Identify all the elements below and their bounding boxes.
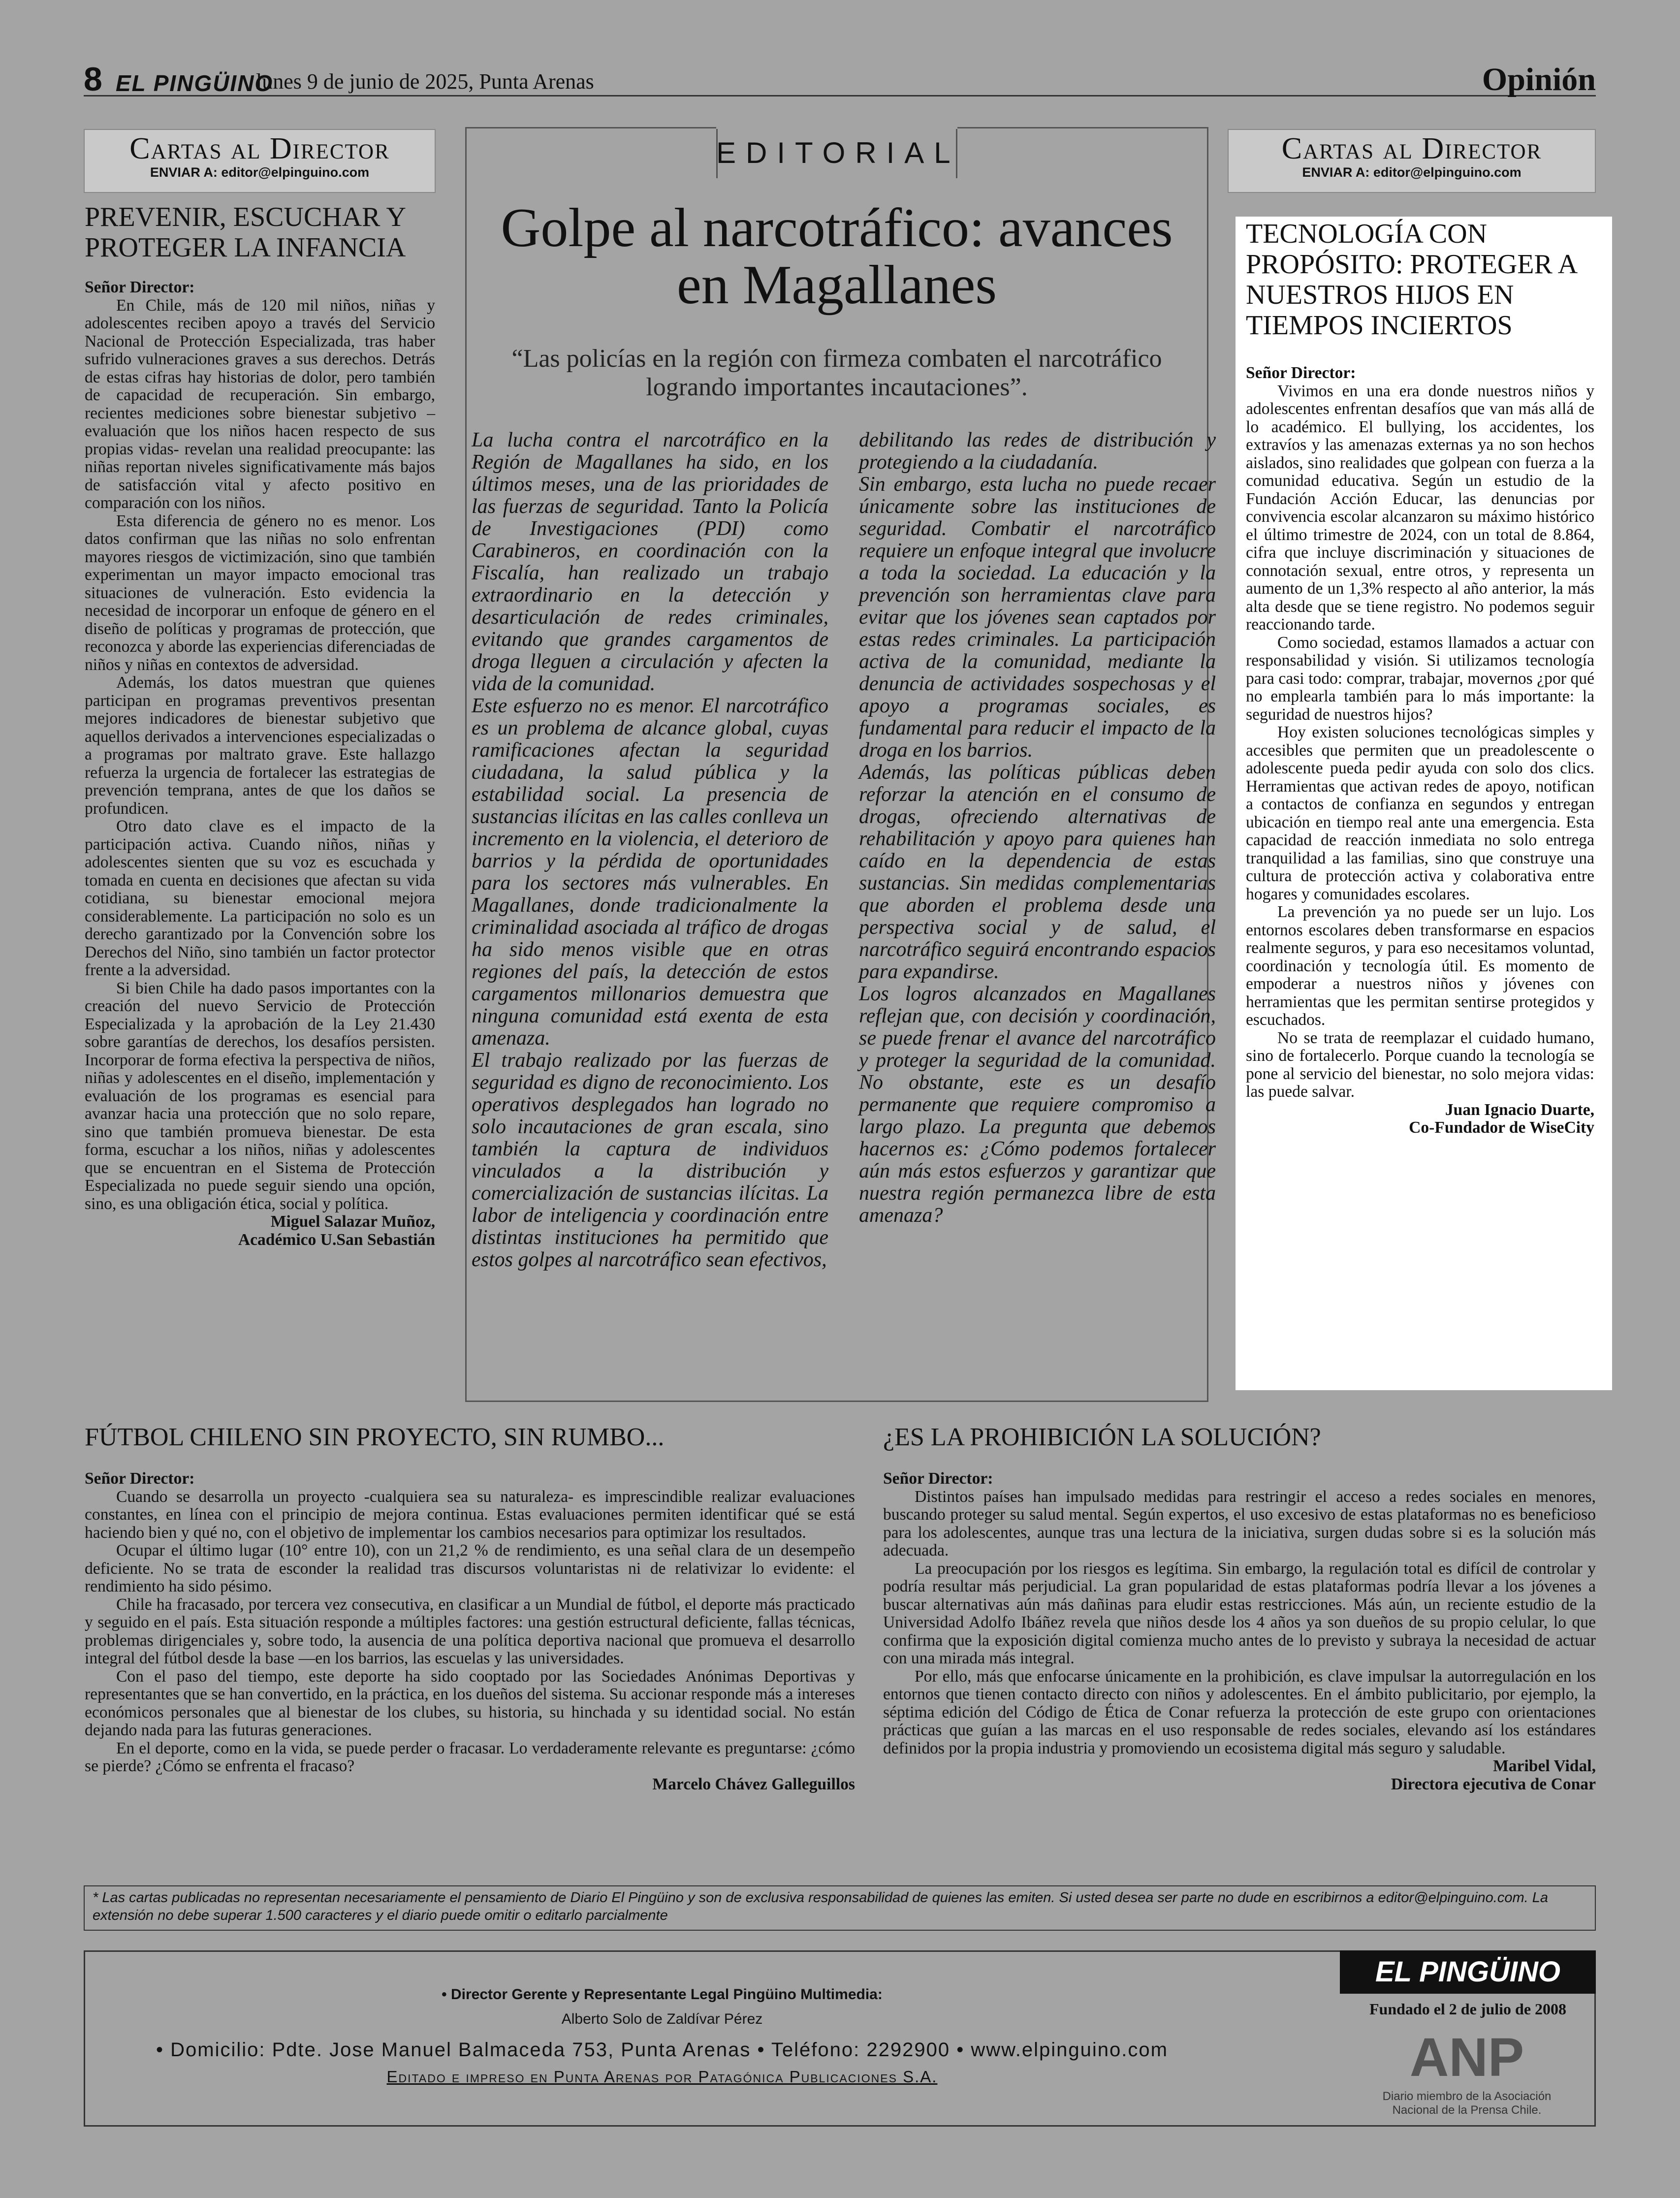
editorial-title: Golpe al narcotráfico: avances en Magallanes	[501, 197, 1173, 316]
editorial-subtitle: “Las policías en la región con firmeza combaten el narcotráfico logrando importantes incautaciones”.	[511, 345, 1162, 401]
editorial-paragraph: Sin embargo, esta lucha no puede recaer únicamente sobre las instituciones de seguridad. Combatir el narcotráfico requiere un enfoque integral que involucre a toda la sociedad. La educación y la prevención son herramientas clave para evitar que los jóvenes sean captados por estas redes criminales. La participación activa de la comunidad, mediante la denuncia de actividades sospechosas y el apoyo a programas sociales, es fundamental para reducir el impacto de la droga en los barrios.	[859, 473, 1216, 762]
cartas-header-right	[1228, 129, 1596, 193]
header-brand: EL PINGÜINO	[116, 70, 274, 96]
paragraph: En Chile, más de 120 mil niños, niñas y adolescentes reciben apoyo a través del Servicio Nacional de Protección Especializada, tras haber sufrido vulneraciones graves a sus derechos. Detrás de estas cifras hay historias de dolor, pero también de capacidad de recuperación. Sin embargo, recientes mediciones sobre bienestar subjetivo – evaluación que los niños hacen respecto de sus propias vidas- revelan una realidad preocupante: las niñas reportan niveles significativamente más bajos de satisfacción vital y afecto positivo en comparación con los niños.	[85, 296, 435, 512]
paragraph: En el deporte, como en la vida, se puede perder o fracasar. Lo verdaderamente relevante es preguntarse: ¿cómo se pierde? ¿Cómo se enfrenta el fracaso?	[85, 1739, 855, 1775]
paragraph: Con el paso del tiempo, este deporte ha sido cooptado por las Sociedades Anónimas Deportivas y representantes que se han convertido, en la práctica, en los dueños del sistema. Su accionar responde más a intereses económicos personales que al bienestar de los clubes, su historia, su hinchada y su identidad social. No están dejando nada para las futuras generaciones.	[85, 1667, 855, 1739]
anp-logo: ANP	[1409, 2027, 1524, 2088]
paragraph: La preocupación por los riesgos es legítima. Sin embargo, la regulación total es difícil de controlar y podría resultar más perjudicial. La gran popularidad de estas plataformas podría llevar a los jóvenes a buscar alternativas aún más dañinas para eludir estas restricciones. Más aún, un reciente estudio de la Universidad Adolfo Ibáñez revela que niños desde los 4 años ya son dueños de su propio celular, lo que confirma que la exposición digital comienza mucho antes de lo previsto y subraya la necesidad de actuar con una mirada más integral.	[883, 1559, 1596, 1667]
signature-name: Juan Ignacio Duarte,	[1445, 1100, 1594, 1119]
editorial-paragraph: Además, las políticas públicas deben reforzar la atención en el consumo de drogas, ofreciendo alternativas de rehabilitación y apoyo para quienes han caído en la dependencia de estas sustancias. Sin medidas complementarias que aborden el problema desde una perspectiva social y de salud, el narcotráfico seguirá encontrando espacios para expandirse.	[859, 761, 1216, 983]
footer-printed-by: Editado e impreso en Punta Arenas por Patagónica Publicaciones S.A.	[386, 2068, 938, 2086]
header-date: lunes 9 de junio de 2025, Punta Arenas	[256, 69, 594, 94]
editorial-col-2	[859, 429, 1216, 1227]
disclaimer-text: * Las cartas publicadas no representan necesariamente el pensamiento de Diario El Pingüino y son de exclusiva responsabilidad de quienes las emiten. Si usted desea ser parte no dude en escribirnos a editor@elpinguino.com. La extensión no debe superar 1.500 caracteres y el diario puede omitir o editarlo parcialmente	[93, 1890, 1549, 1923]
anp-caption-line-2: Nacional de la Prensa Chile.	[1392, 2103, 1542, 2117]
paragraph: La prevención ya no puede ser un lujo. Los entornos escolares deben transformarse en espacios realmente seguros, y para eso necesitamos voluntad, coordinación y tecnología útil. Es momento de empoderar a nuestros niños y jóvenes con herramientas que les permitan sentirse protegidos y escuchados.	[1246, 903, 1594, 1029]
editorial-rule-right	[957, 127, 1208, 128]
cartas-email: ENVIAR A: editor@elpinguino.com	[1302, 165, 1522, 180]
signature-role: Directora ejecutiva de Conar	[1391, 1775, 1596, 1793]
salutation: Señor Director:	[1246, 364, 1356, 382]
paragraph: Chile ha fracasado, por tercera vez consecutiva, en clasificar a un Mundial de fútbol, el deporte más practicado y seguido en el país. Esta situación responde a múltiples factores: una gestión estructural deficiente, fallas técnicas, problemas dirigenciales y, sobre todo, la ausencia de una política deportiva nacional que promueva el desarrollo integral del fútbol desde la base —en los barrios, las escuelas y las universidades.	[85, 1595, 855, 1667]
paragraph: Por ello, más que enfocarse únicamente en la prohibición, es clave impulsar la autorregulación en los entornos que tienen contacto directo con niños y adolescentes. En el ámbito publicitario, por ejemplo, la séptima edición del Código de Ética de Conar refuerza la protección de este grupo con orientaciones prácticas que guían a las marcas en el uso responsable de redes sociales, elevando así los estándares definidos por la propia industria y promoviendo un ecosistema digital más seguro y saludable.	[883, 1667, 1596, 1757]
editorial-paragraph: El trabajo realizado por las fuerzas de seguridad es digno de reconocimiento. Los operativos desplegados han logrado no solo incautaciones de gran escala, sino también la captura de individuos vinculados a la distribución y comercialización de sustancias ilícitas. La labor de inteligencia y coordinación entre distintas instituciones ha permitido que estos golpes al narcotráfico sean efectivos,	[472, 1049, 828, 1271]
letter-title: FÚTBOL CHILENO SIN PROYECTO, SIN RUMBO...	[85, 1423, 665, 1451]
paragraph: Además, los datos muestran que quienes participan en programas preventivos presentan mejores indicadores de bienestar subjetivo que aquellos derivados a intervenciones especializadas o a programas por maltrato grave. Este hallazgo refuerza la urgencia de fortalecer las estrategias de prevención temprana, antes de que los daños se profundicen.	[85, 673, 435, 818]
paragraph: No se trata de reemplazar el cuidado humano, sino de fortalecerlo. Porque cuando la tecnología se pone al servicio del bienestar, no solo mejora vidas: las puede salvar.	[1246, 1028, 1594, 1101]
editorial-label: EDITORIAL	[716, 136, 960, 169]
paragraph: Vivimos en una era donde nuestros niños y adolescentes enfrentan desafíos que van más allá de lo académico. El bullying, los accidentes, los extravíos y las amenazas externas ya no son hechos aislados, sino realidades que golpean con fuerza a la comunidad educativa. Según un estudio de la Fundación Acción Educar, las denuncias por convivencia escolar alcanzaron su máximo histórico el último trimestre de 2024, con un total de 8.864, cifra que incluye discriminación y situaciones de connotación sexual, entre otros, y representa un aumento de un 1,3% respecto al año anterior, la más alta desde que se tiene registro. No podemos seguir reaccionando tarde.	[1246, 382, 1594, 634]
editorial-paragraph: Este esfuerzo no es menor. El narcotráfico es un problema de alcance global, cuyas ramificaciones afectan la seguridad ciudadana, la salud pública y la estabilidad social. La presencia de sustancias ilícitas en las calles conlleva un incremento en la violencia, el deterioro de barrios y la pérdida de oportunidades para los sectores más vulnerables. En Magallanes, donde tradicionalmente la criminalidad asociada al tráfico de drogas ha sido menos visible que en otras regiones del país, la detección de estos cargamentos millonarios demuestra que ninguna comunidad está exenta de esta amenaza.	[472, 695, 828, 1050]
cartas-header-left	[84, 129, 436, 193]
anp-caption	[1349, 2090, 1585, 2117]
page-number: 8	[84, 61, 102, 98]
signature-name: Marcelo Chávez Galleguillos	[652, 1775, 855, 1793]
signature-name: Miguel Salazar Muñoz,	[270, 1212, 435, 1231]
paragraph: Como sociedad, estamos llamados a actuar con responsabilidad y visión. Si utilizamos tecnología para casi todo: comprar, trabajar, movernos ¿por qué no emplearla también para lo más importante: la seguridad de nuestros hijos?	[1246, 633, 1594, 724]
footer-address: • Domicilio: Pdte. Jose Manuel Balmaceda 753, Punta Arenas • Teléfono: 2292900 • www.elpinguino.com	[156, 2039, 1168, 2061]
el-pinguino-logo: EL PINGÜINO	[1340, 1950, 1596, 1994]
letter-body-bottom-right	[883, 1470, 1596, 1793]
paragraph: Hoy existen soluciones tecnológicas simples y accesibles que permiten que un preadolescente o adolescente pueda pedir ayuda con solo dos clics. Herramientas que activan redes de apoyo, notifican a contactos de confianza en segundos y entregan ubicación en tiempo real ante una emergencia. Esta capacidad de reacción inmediata no solo entrega tranquilidad a las familias, sino que construye una cultura de protección activa y colaborativa entre hogares y comunidades escolares.	[1246, 723, 1594, 903]
footer-director-name: Alberto Solo de Zaldívar Pérez	[561, 2011, 763, 2027]
letter-body-left	[85, 279, 435, 1249]
editorial-col-1	[472, 429, 828, 1271]
disclaimer-box	[84, 1885, 1596, 1931]
editorial-paragraph: La lucha contra el narcotráfico en la Región de Magallanes ha sido, en los últimos meses, una de las prioridades de las fuerzas de seguridad. Tanto la Policía de Investigaciones (PDI) como Carabineros, en coordinación con la Fiscalía, han realizado un trabajo extraordinario en la detección y desarticulación de redes criminales, evitando que grandes cargamentos de droga lleguen a circulación y afecten la vida de la comunidad.	[472, 429, 828, 695]
letter-body-right	[1246, 364, 1594, 1137]
paragraph: Ocupar el último lugar (10° entre 10), con un 21,2 % de rendimiento, es una señal clara de un desempeño deficiente. No se trata de esconder la realidad tras discursos voluntaristas ni de relativizar lo evidente: el rendimiento ha sido pésimo.	[85, 1541, 855, 1595]
paragraph: Otro dato clave es el impacto de la participación activa. Cuando niños, niñas y adolescentes sienten que su voz es escuchada y tomada en cuenta en decisiones que afectan su vida cotidiana, su bienestar emocional mejora considerablemente. La participación no solo es un derecho garantizado por la Convención sobre los Derechos del Niño, sino también un factor protector frente a la adversidad.	[85, 817, 435, 979]
salutation: Señor Director:	[883, 1469, 993, 1488]
paragraph: Si bien Chile ha dado pasos importantes con la creación del nuevo Servicio de Protección Especializada y la aprobación de la Ley 21.430 sobre garantías de derechos, los desafíos persisten. Incorporar de forma efectiva la perspectiva de niños, niñas y adolescentes en el diseño, implementación y evaluación de los programas es esencial para avanzar hacia una protección que no solo repare, sino que también promueva bienestar. De esta forma, escuchar a los niños, niñas y adolescentes que se encuentran en el Sistema de Protección Especializada no puede seguir siendo una opción, sino, es una obligación ética, social y política.	[85, 979, 435, 1213]
paragraph: Distintos países han impulsado medidas para restringir el acceso a redes sociales en menores, buscando proteger su salud mental. Según expertos, el uso excesivo de estas plataformas no es beneficioso para los adolescentes, aunque tras una lectura de la iniciativa, surgen dudas sobre si es la solución más adecuada.	[883, 1487, 1596, 1560]
letter-title: ¿ES LA PROHIBICIÓN LA SOLUCIÓN?	[883, 1423, 1321, 1451]
signature-role: Académico U.San Sebastián	[238, 1230, 435, 1249]
letter-body-bottom-left	[85, 1470, 855, 1793]
editorial-rule-left	[465, 127, 716, 128]
founded-date: Fundado el 2 de julio de 2008	[1369, 2000, 1567, 2018]
letter-title: PREVENIR, ESCUCHAR Y PROTEGER LA INFANCIA	[85, 202, 406, 263]
paragraph: Cuando se desarrolla un proyecto -cualquiera sea su naturaleza- es imprescindible realizar evaluaciones constantes, en línea con el principio de mejora continua. Estas evaluaciones permiten identificar qué se está haciendo bien y qué no, con el objetivo de implementar los cambios necesarios para optimizar los resultados.	[85, 1487, 855, 1542]
cartas-title: Cartas al Director	[129, 132, 390, 165]
signature-name: Maribel Vidal,	[1493, 1757, 1596, 1775]
signature-role: Co-Fundador de WiseCity	[1409, 1118, 1594, 1137]
editorial-paragraph: Los logros alcanzados en Magallanes reflejan que, con decisión y coordinación, se puede frenar el avance del narcotráfico y proteger la seguridad de la comunidad. No obstante, este es un desafío permanente que requiere compromiso a largo plazo. La pregunta que debemos hacernos es: ¿Cómo podemos fortalecer aún más estos esfuerzos y garantizar que nuestra región permanezca libre de esta amenaza?	[859, 983, 1216, 1227]
cartas-title: Cartas al Director	[1281, 132, 1542, 165]
footer-director-label: • Director Gerente y Representante Legal Pingüino Multimedia:	[442, 1986, 883, 2003]
editorial-paragraph: debilitando las redes de distribución y protegiendo a la ciudadanía.	[859, 429, 1216, 474]
salutation: Señor Director:	[85, 278, 195, 296]
paragraph: Esta diferencia de género no es menor. Los datos confirman que las niñas no solo enfrentan mayores riesgos de victimización, sino que también experimentan un mayor impacto emocional tras situaciones de vulneración. Esto evidencia la necesidad de incorporar un enfoque de género en el diseño de políticas y programas de protección, que reconozca y aborde las experiencias diferenciadas de niños y niñas en contextos de adversidad.	[85, 511, 435, 674]
cartas-email: ENVIAR A: editor@elpinguino.com	[150, 165, 370, 180]
section-title: Opinión	[1482, 62, 1596, 97]
letter-title: TECNOLOGÍA CON PROPÓSITO: PROTEGER A NUESTROS HIJOS EN TIEMPOS INCIERTOS	[1246, 219, 1577, 341]
salutation: Señor Director:	[85, 1469, 195, 1488]
anp-caption-line-1: Diario miembro de la Asociación	[1382, 2090, 1552, 2103]
